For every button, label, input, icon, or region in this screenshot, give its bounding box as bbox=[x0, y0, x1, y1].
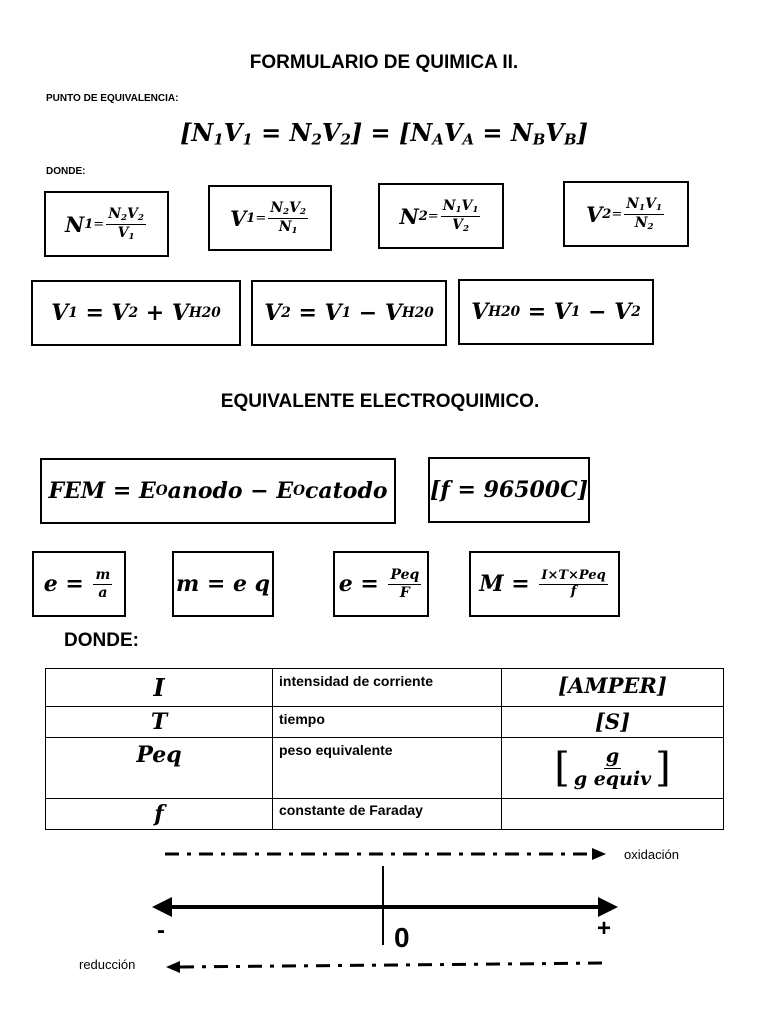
formula-v2-diff-box: V 2 = V 1 − V H20 bbox=[251, 280, 447, 346]
symbol-text: Peq bbox=[136, 742, 182, 768]
table-row bbox=[46, 669, 724, 707]
unit-text: [S] bbox=[594, 709, 631, 734]
description-cell bbox=[273, 738, 502, 799]
faraday-constant: [f = 96500C] bbox=[429, 477, 589, 503]
description-text: intensidad de corriente bbox=[279, 673, 434, 689]
symbol-cell bbox=[46, 799, 273, 830]
fem-rhs: catodo bbox=[304, 478, 388, 504]
zero-label: 0 bbox=[394, 922, 410, 953]
unit-cell bbox=[502, 799, 724, 830]
description-text: constante de Faraday bbox=[279, 802, 423, 818]
reduction-arrow-line bbox=[180, 963, 608, 967]
formula-v2-box: V 2 = $\frac{N_1V_1}{N_2}$ bbox=[563, 181, 689, 247]
page-title: FORMULARIO DE QUIMICA II. bbox=[249, 52, 519, 73]
description-text: tiempo bbox=[279, 711, 325, 727]
number-line-left-head bbox=[152, 897, 172, 917]
formula-vh20-box: V H20 = V 1 − V 2 bbox=[458, 279, 654, 345]
unit-denominator: g equiv bbox=[573, 767, 652, 790]
description-cell bbox=[273, 707, 502, 738]
fem-lhs: FEM = E bbox=[48, 478, 156, 504]
m-eq-text: m = e q bbox=[175, 571, 271, 597]
symbol-text: I bbox=[153, 673, 165, 702]
formula-m-eq-box bbox=[172, 551, 274, 617]
description-cell bbox=[273, 799, 502, 830]
fem-mid: anodo − E bbox=[167, 478, 294, 504]
reduction-arrow-head bbox=[166, 961, 180, 973]
section-electrochemical-title: EQUIVALENTE ELECTROQUIMICO. bbox=[220, 391, 540, 412]
symbol-cell bbox=[46, 738, 273, 799]
symbol-cell bbox=[46, 707, 273, 738]
fem-sup-2: O bbox=[293, 483, 305, 499]
table-row bbox=[46, 799, 724, 830]
description-cell bbox=[273, 669, 502, 707]
symbol-text: f bbox=[154, 801, 164, 827]
donde-label-1: DONDE: bbox=[46, 166, 86, 177]
unit-cell bbox=[502, 669, 724, 707]
formula-mass-box: M = $\frac{\text{I×T×Peq}}{f}$ bbox=[469, 551, 620, 617]
unit-cell bbox=[502, 707, 724, 738]
unit-cell: [ $\frac{g}{\text{g equiv}}$ ] bbox=[502, 738, 724, 799]
legend-table bbox=[45, 668, 724, 830]
symbol-text: T bbox=[150, 709, 168, 735]
reduction-label: reducción bbox=[79, 957, 136, 972]
number-line-right-head bbox=[598, 897, 618, 917]
formula-e-peq-box: e = $\frac{\text{Peq}}{F}$ bbox=[333, 551, 429, 617]
formula-v1-sum-box: V 1 = V 2 + V H20 bbox=[31, 280, 241, 346]
formula-v1-box: V 1 = $\frac{N_2V_2}{N_1}$ bbox=[208, 185, 332, 251]
formula-fem-box bbox=[40, 458, 396, 524]
equivalence-formula: $[N_1V_1 = N_2V_2] = [N_AV_A = N_BV_B]$ bbox=[180, 118, 588, 149]
oxidation-label: oxidación bbox=[624, 847, 679, 862]
oxidation-arrow-head bbox=[592, 848, 606, 860]
formula-faraday-box bbox=[428, 457, 590, 523]
table-row bbox=[46, 707, 724, 738]
equivalence-point-label: PUNTO DE EQUIVALENCIA: bbox=[46, 93, 179, 104]
symbol-cell bbox=[46, 669, 273, 707]
unit-numerator: g bbox=[605, 744, 620, 767]
formula-n2-box: N 2 = $\frac{N_1V_1}{V_2}$ bbox=[378, 183, 504, 249]
description-text: peso equivalente bbox=[279, 742, 393, 758]
fem-sup-1: O bbox=[155, 483, 168, 499]
donde-label-2: DONDE: bbox=[64, 630, 139, 651]
unit-text: [AMPER] bbox=[558, 673, 667, 698]
minus-sign: - bbox=[157, 917, 165, 944]
plus-sign: + bbox=[597, 915, 612, 942]
formula-e-ma-box: e = $\frac{m}{a}$ bbox=[32, 551, 126, 617]
formula-n1-box: N 1 = $\frac{N_2V_2}{V_1}$ bbox=[44, 191, 169, 257]
table-row bbox=[46, 738, 724, 799]
